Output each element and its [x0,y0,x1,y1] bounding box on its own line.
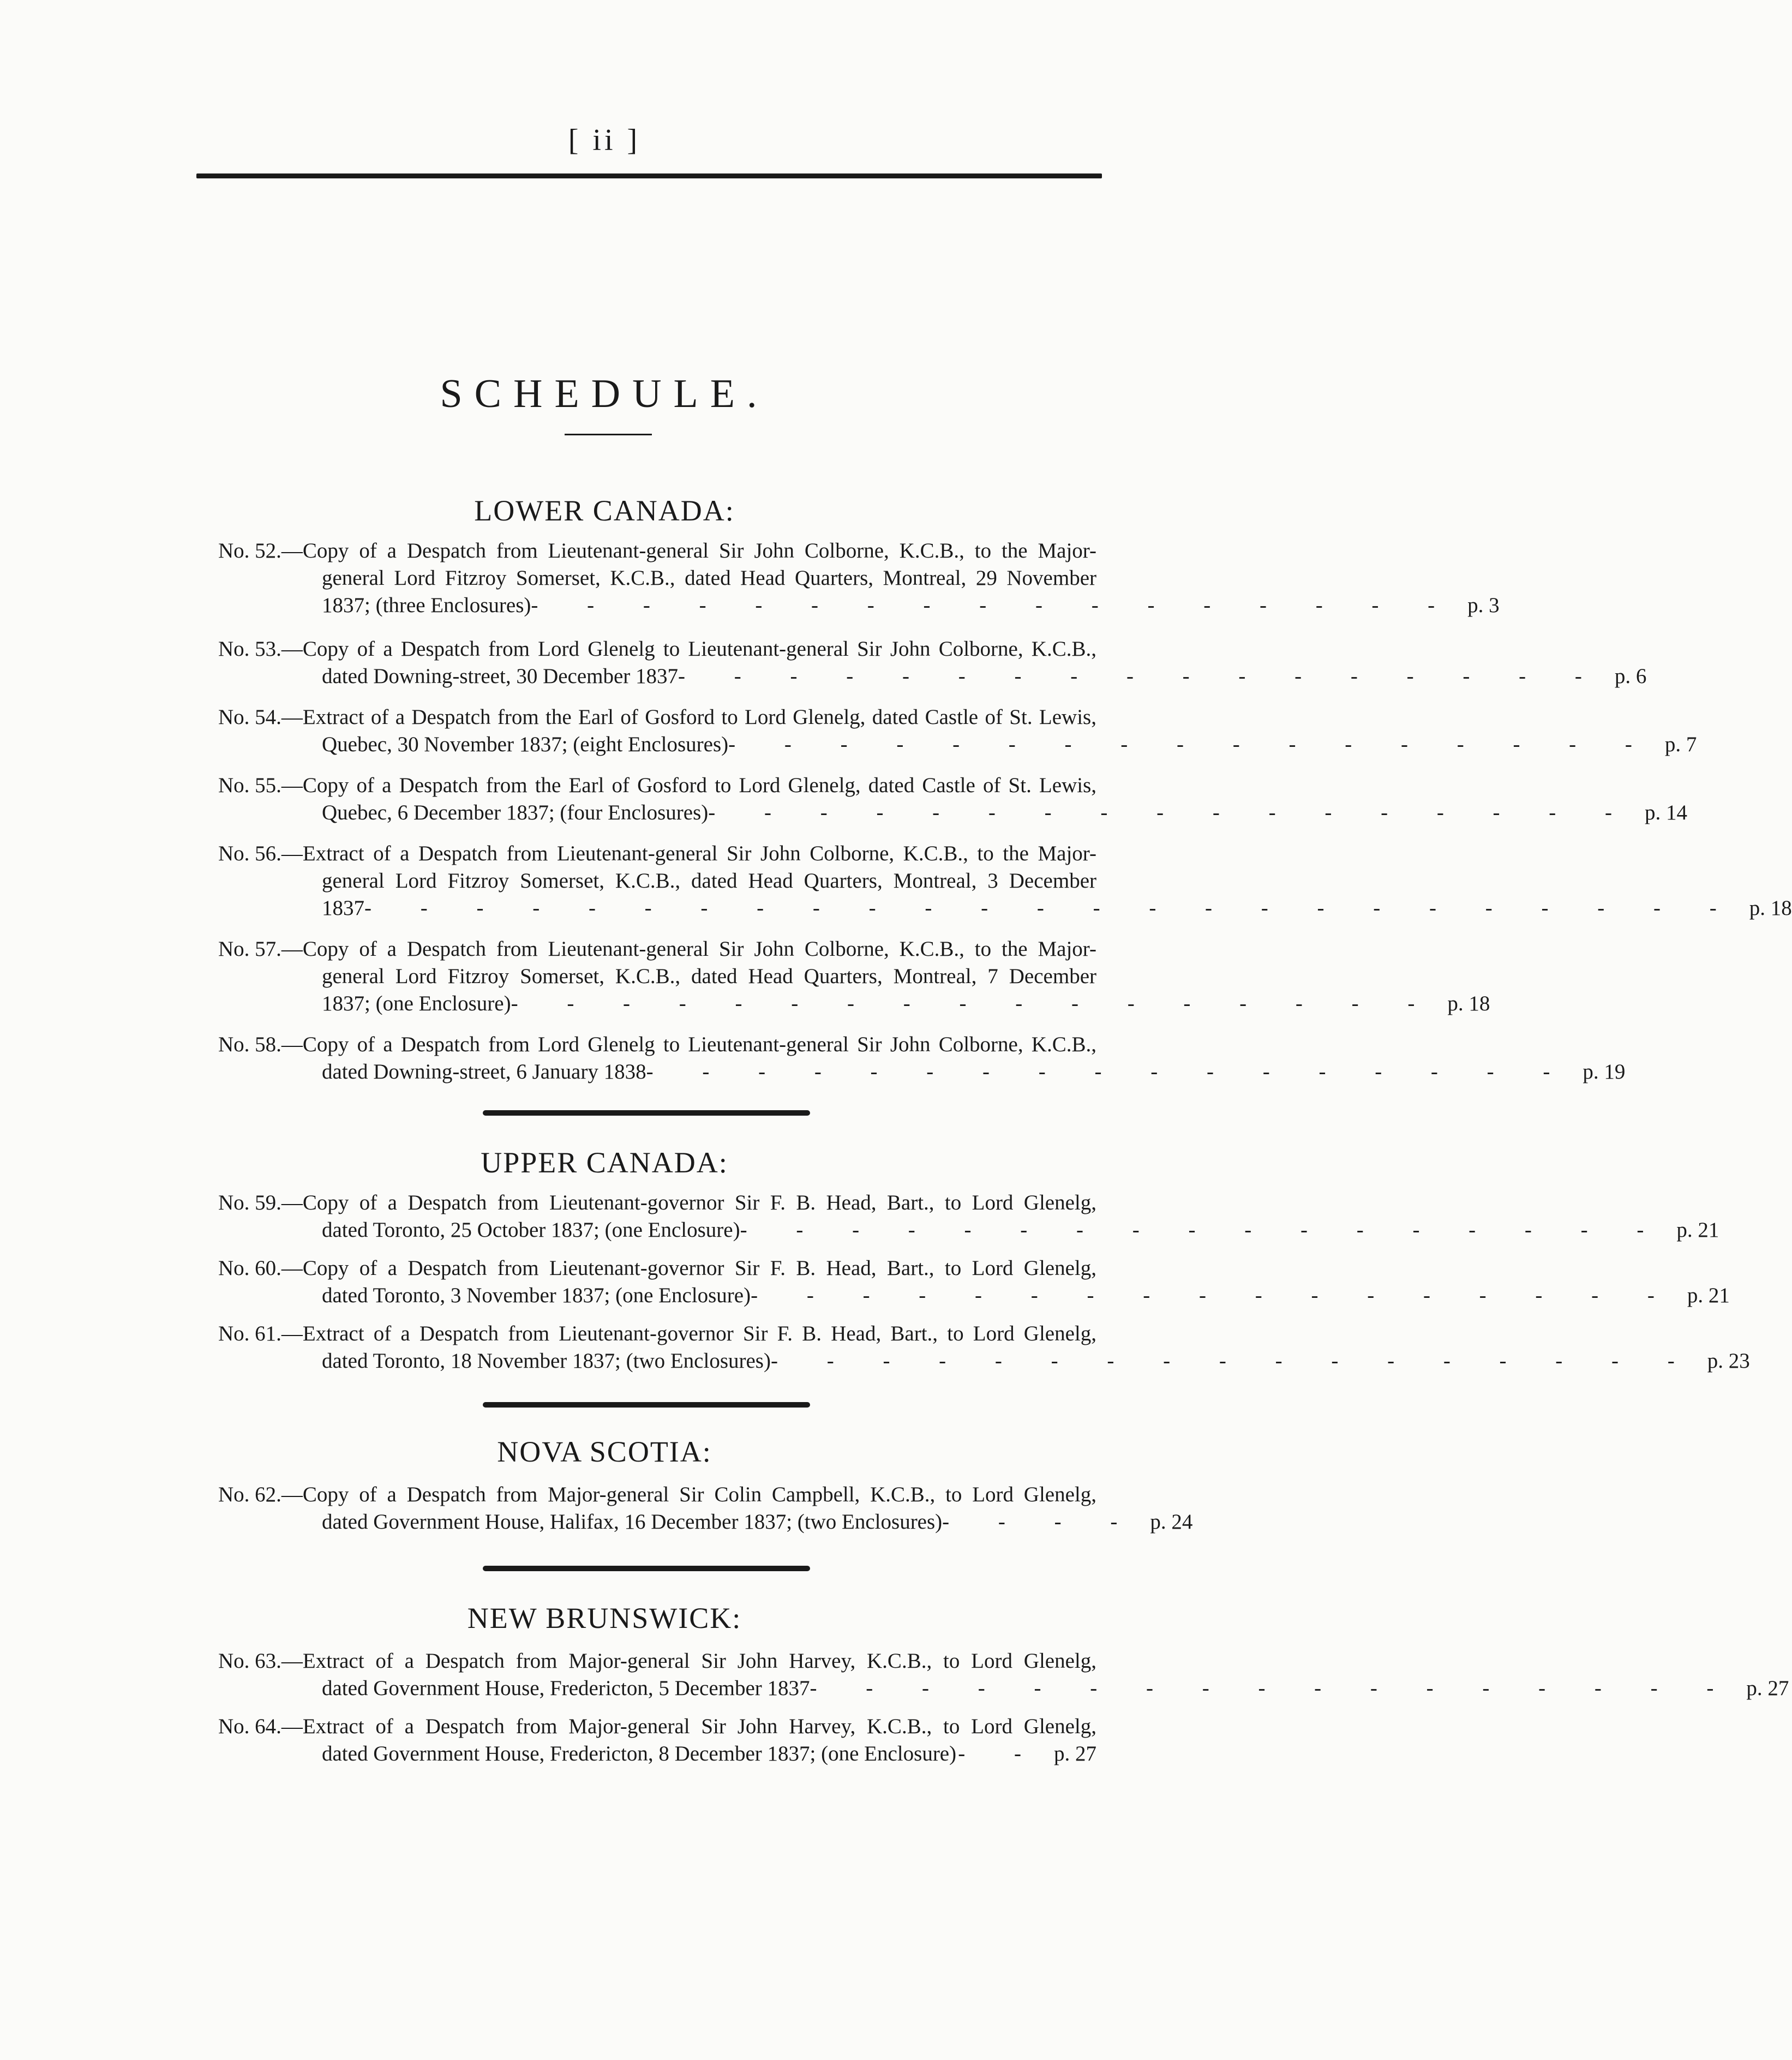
schedule-entry-56 [218,840,1792,922]
entry-line: —Extract of a Despatch from Major-general Sir John Harvey, K.C.B., to Lord Glenelg, [281,1715,1096,1738]
schedule-entry-54 [218,704,1697,758]
page-reference: p. 3 [1467,594,1500,617]
page-number: [ ii ] [568,123,641,157]
entry-number: No. 59. [218,1191,281,1214]
entry-line: —Copy of a Despatch from Lieutenant-governor Sir F. B. Head, Bart., to Lord Glenelg, [281,1191,1096,1214]
schedule-entry-64 [218,1713,1096,1768]
entry-line: —Copy of a Despatch from Lord Glenelg to Lieutenant-general Sir John Colborne, K.C.B., [281,1033,1096,1056]
schedule-entry-61 [218,1320,1750,1375]
leader-dots: - - - - - - - - - - - - - - - - - [810,1676,1736,1700]
page-reference: p. 14 [1645,801,1688,824]
section-heading-new-brunswick: NEW BRUNSWICK: [467,1602,742,1634]
entry-line: —Copy of a Despatch from Lieutenant-general Sir John Colborne, K.C.B., to the Major- [281,937,1096,961]
page-reference: p. 24 [1150,1510,1193,1534]
page-reference: p. 18 [1749,896,1792,920]
leader-dots: - - - - - - - - - - - - - - - - - [678,664,1604,688]
schedule-entry-59 [218,1189,1719,1244]
entry-line: —Extract of a Despatch from the Earl of Gosford to Lord Glenelg, dated Castle of St. Lewis, [281,705,1096,729]
entry-last-line: dated Toronto, 3 November 1837; (one Enclosure) [322,1284,751,1307]
page-reference: p. 21 [1676,1218,1719,1242]
entry-line: —Copy of a Despatch from Lieutenant-general Sir John Colborne, K.C.B., to the Major- [281,539,1096,562]
entry-number: No. 60. [218,1256,281,1280]
entry-number: No. 61. [218,1322,281,1345]
page-reference: p. 27 [1054,1742,1096,1765]
entry-number: No. 55. [218,774,281,797]
leader-dots: - - - - - - - - - - - - - - - - - [531,594,1457,617]
schedule-entry-63 [218,1648,1789,1702]
leader-dots: - - - - [942,1510,1140,1534]
leader-dots: - - - - - - - - - - - - - - - - - [740,1218,1666,1242]
leader-dots: - - - - - - - - - - - - - - - - - [728,733,1654,756]
page-reference: p. 27 [1746,1676,1789,1700]
entry-line: general Lord Fitzroy Somerset, K.C.B., dated Head Quarters, Montreal, 7 December [322,965,1096,988]
leader-dots: - - - - - - - - - - - - - - - - - [751,1284,1676,1307]
entry-line: general Lord Fitzroy Somerset, K.C.B., dated Head Quarters, Montreal, 3 December [322,869,1096,893]
page-reference: p. 6 [1614,664,1647,688]
entry-last-line: dated Government House, Halifax, 16 December 1837; (two Enclosures) [322,1510,943,1534]
entry-line: —Extract of a Despatch from Lieutenant-general Sir John Colborne, K.C.B., to the Major- [281,842,1096,865]
section-divider [483,1566,810,1571]
entry-number: No. 57. [218,937,281,961]
leader-dots: - - - - - - - - - - - - - - - - - [708,801,1634,824]
page-reference: p. 7 [1664,733,1697,756]
section-heading-lower-canada: LOWER CANADA: [474,494,735,527]
schedule-entry-55 [218,772,1688,827]
entry-number: No. 53. [218,637,281,661]
entry-line: general Lord Fitzroy Somerset, K.C.B., dated Head Quarters, Montreal, 29 November [322,566,1096,590]
schedule-entry-52 [218,537,1500,619]
entry-last-line: dated Government House, Fredericton, 5 December 1837 [322,1676,810,1700]
leader-dots: - - - - - - - - - - - - - - - - - [770,1349,1697,1373]
page-reference: p. 18 [1447,992,1490,1015]
document-title: SCHEDULE. [440,372,769,416]
entry-last-line: dated Toronto, 25 October 1837; (one Enclosure) [322,1218,740,1242]
header-rule [196,173,1102,178]
entry-last-line: dated Toronto, 18 November 1837; (two Enclosures) [322,1349,771,1373]
leader-dots: - - - - - - - - - - - - - - - - - [511,992,1437,1015]
entry-last-line: 1837; (three Enclosures) [322,594,531,617]
entry-line: —Extract of a Despatch from Major-general Sir John Harvey, K.C.B., to Lord Glenelg, [281,1649,1096,1673]
entry-number: No. 52. [218,539,281,562]
page-reference: p. 21 [1687,1284,1730,1307]
section-divider [483,1402,810,1408]
entry-last-line: 1837 [322,896,364,920]
schedule-entry-53 [218,636,1647,690]
entry-line: —Copy of a Despatch from Lieutenant-governor Sir F. B. Head, Bart., to Lord Glenelg, [281,1256,1096,1280]
leader-dots: - - [958,1742,1043,1765]
entry-number: No. 63. [218,1649,281,1673]
title-rule [565,434,652,435]
entry-last-line: Quebec, 6 December 1837; (four Enclosures) [322,801,709,824]
entry-last-line: dated Downing-street, 6 January 1838 [322,1060,646,1083]
entry-line: —Copy of a Despatch from the Earl of Gosford to Lord Glenelg, dated Castle of St. Lewis, [281,774,1096,797]
entry-number: No. 64. [218,1715,281,1738]
entry-line: —Copy of a Despatch from Major-general Sir Colin Campbell, K.C.B., to Lord Glenelg, [281,1483,1096,1506]
entry-last-line: Quebec, 30 November 1837; (eight Enclosures) [322,733,729,756]
schedule-entry-57 [218,936,1490,1017]
leader-dots: - - - - - - - - - - - - - - - - - [646,1060,1572,1083]
entry-number: No. 56. [218,842,281,865]
schedule-entry-58 [218,1031,1626,1086]
page-reference: p. 19 [1583,1060,1626,1083]
entry-last-line: 1837; (one Enclosure) [322,992,511,1015]
schedule-entry-60 [218,1255,1730,1309]
page-reference: p. 23 [1707,1349,1750,1373]
entry-number: No. 54. [218,705,281,729]
entry-last-line: dated Downing-street, 30 December 1837 [322,664,679,688]
entry-number: No. 62. [218,1483,281,1506]
entry-line: —Copy of a Despatch from Lord Glenelg to Lieutenant-general Sir John Colborne, K.C.B., [281,637,1096,661]
schedule-entry-62 [218,1481,1193,1536]
entry-number: No. 58. [218,1033,281,1056]
entry-line: —Extract of a Despatch from Lieutenant-governor Sir F. B. Head, Bart., to Lord Glenelg, [281,1322,1096,1345]
section-divider [483,1110,810,1116]
entry-last-line: dated Government House, Fredericton, 8 December 1837; (one Enclosure) [322,1742,957,1765]
section-heading-upper-canada: UPPER CANADA: [481,1146,728,1179]
section-heading-nova-scotia: NOVA SCOTIA: [497,1435,712,1468]
leader-dots: - - - - - - - - - - - - - - - - - - - - - - - - - [364,896,1739,920]
